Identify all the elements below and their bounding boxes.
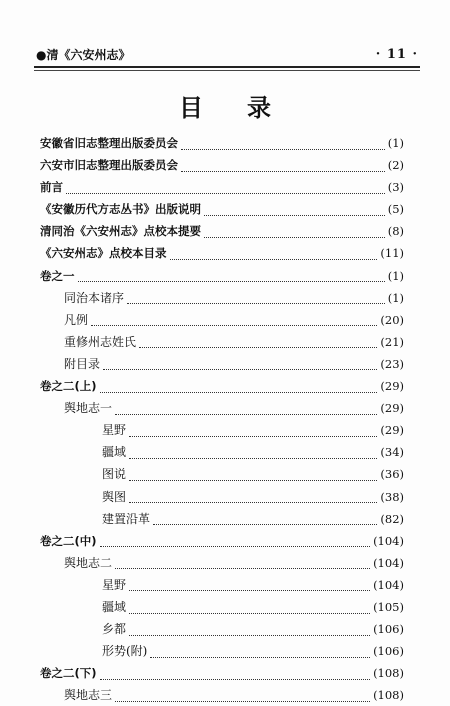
toc-entry-page: (104) (373, 555, 404, 570)
dot-leader (129, 605, 370, 614)
toc-entry (40, 331, 404, 353)
dot-leader (100, 538, 371, 547)
toc-entry (40, 242, 404, 264)
toc-entry-label: 形势(附) (102, 644, 148, 659)
dot-leader (129, 627, 370, 636)
toc-entry (40, 220, 404, 242)
toc-entry (40, 684, 404, 706)
dot-leader (153, 516, 377, 525)
dot-leader (91, 317, 377, 326)
toc-entry (40, 574, 404, 596)
toc-entry-page: (1) (387, 268, 404, 283)
toc-entry-label: 疆域 (102, 599, 127, 614)
toc-entry-page: (11) (380, 246, 404, 261)
toc-entry-label: 《六安州志》点校本目录 (40, 246, 167, 261)
dot-leader (170, 251, 378, 260)
toc-entry-label: 图说 (102, 467, 127, 482)
toc-entry (40, 309, 404, 331)
toc-entry-label: 凡例 (64, 312, 89, 327)
dot-leader (127, 295, 385, 304)
dot-leader (103, 361, 377, 370)
toc-entry-page: (38) (380, 489, 404, 504)
toc-entry-label: 六安市旧志整理出版委员会 (40, 158, 178, 173)
toc-entry-page: (36) (380, 467, 404, 482)
toc-entry-label: 卷之二(中) (40, 533, 97, 548)
toc-entry-page: (108) (373, 666, 404, 681)
toc-entry (40, 640, 404, 662)
toc-entry-label: 舆地志一 (64, 401, 113, 416)
toc-entry-label: 舆图 (102, 489, 127, 504)
toc-entry (40, 198, 404, 220)
dot-leader (181, 141, 385, 150)
dot-leader (129, 472, 377, 481)
toc-entry-page: (1) (387, 136, 404, 150)
toc-entry-label: 疆域 (102, 445, 127, 460)
toc-entry (40, 265, 404, 287)
toc-entry-label: 舆地志二 (64, 555, 113, 570)
toc-entry-page: (108) (373, 688, 404, 703)
toc-entry-label: 星野 (102, 577, 127, 592)
toc-entry-page: (105) (373, 599, 404, 614)
toc-entry-page: (29) (380, 379, 404, 394)
dot-leader (129, 428, 377, 437)
toc-entry-page: (3) (387, 180, 404, 195)
toc-entry-label: 星野 (102, 423, 127, 438)
toc-entry-page: (8) (387, 224, 404, 239)
dot-leader (115, 406, 377, 415)
toc-entry-label: 建置沿革 (102, 511, 151, 526)
toc-entry-page: (106) (373, 622, 404, 637)
toc-entry (40, 662, 404, 684)
toc-entry (40, 552, 404, 574)
toc-entry-page: (20) (380, 312, 404, 327)
toc-entry (40, 530, 404, 552)
toc-entry-page: (29) (380, 423, 404, 438)
dot-leader (129, 494, 377, 503)
toc-entry-label: 清同治《六安州志》点校本提要 (40, 224, 201, 239)
toc-entry (40, 508, 404, 530)
header-rule-thin (34, 70, 420, 71)
dot-leader (66, 185, 385, 194)
toc-entry (40, 441, 404, 463)
toc-entry-label: 卷之二(上) (40, 379, 97, 394)
toc-entry-label: 乡都 (102, 622, 127, 637)
toc-entry (40, 419, 404, 441)
dot-leader (181, 163, 385, 172)
dot-leader (78, 273, 385, 282)
header-rule (34, 66, 420, 68)
toc-entry (40, 397, 404, 419)
toc-entry-page: (23) (380, 356, 404, 371)
toc-entry-page: (21) (380, 334, 404, 349)
toc-entry-label: 前言 (40, 180, 63, 195)
toc-entry-label: 附目录 (64, 356, 101, 371)
toc-entry-label: 舆地志三 (64, 688, 113, 703)
toc-entry-page: (82) (380, 511, 404, 526)
toc-entry-label: 同治本诸序 (64, 290, 125, 305)
toc-entry-label: 卷之二(下) (40, 666, 97, 681)
dot-leader (150, 649, 370, 658)
toc-entry (40, 176, 404, 198)
toc-entry-label: 卷之一 (40, 268, 75, 283)
toc-entry-page: (29) (380, 401, 404, 416)
toc-entry-page: (104) (373, 533, 404, 548)
toc-entry (40, 486, 404, 508)
toc-entry (40, 375, 404, 397)
table-of-contents (40, 132, 404, 706)
page-number: · 11 · (375, 47, 418, 62)
toc-entry (40, 463, 404, 485)
page-title: 目录 (179, 94, 315, 122)
running-header (36, 46, 418, 64)
toc-entry (40, 618, 404, 640)
dot-leader (129, 450, 377, 459)
toc-entry-page: (104) (373, 577, 404, 592)
dot-leader (100, 384, 378, 393)
toc-entry-page: (1) (387, 290, 404, 305)
toc-entry-page: (2) (387, 158, 404, 173)
toc-entry-page: (106) (373, 644, 404, 659)
toc-entry-page: (5) (387, 202, 404, 217)
toc-entry (40, 154, 404, 176)
toc-entry-page: (34) (380, 445, 404, 460)
dot-leader (139, 339, 377, 348)
toc-entry (40, 287, 404, 309)
dot-leader (129, 582, 370, 591)
toc-entry-label: 《安徽历代方志丛书》出版说明 (40, 202, 201, 217)
toc-entry-label: 安徽省旧志整理出版委员会 (40, 136, 178, 150)
dot-leader (115, 560, 370, 569)
dot-leader (115, 693, 370, 702)
book-title-header: ●清《六安州志》 (36, 48, 131, 62)
toc-entry (40, 132, 404, 154)
toc-entry (40, 353, 404, 375)
dot-leader (204, 207, 385, 216)
dot-leader (204, 229, 385, 238)
toc-entry-label: 重修州志姓氏 (64, 334, 137, 349)
dot-leader (100, 671, 371, 680)
toc-entry (40, 596, 404, 618)
